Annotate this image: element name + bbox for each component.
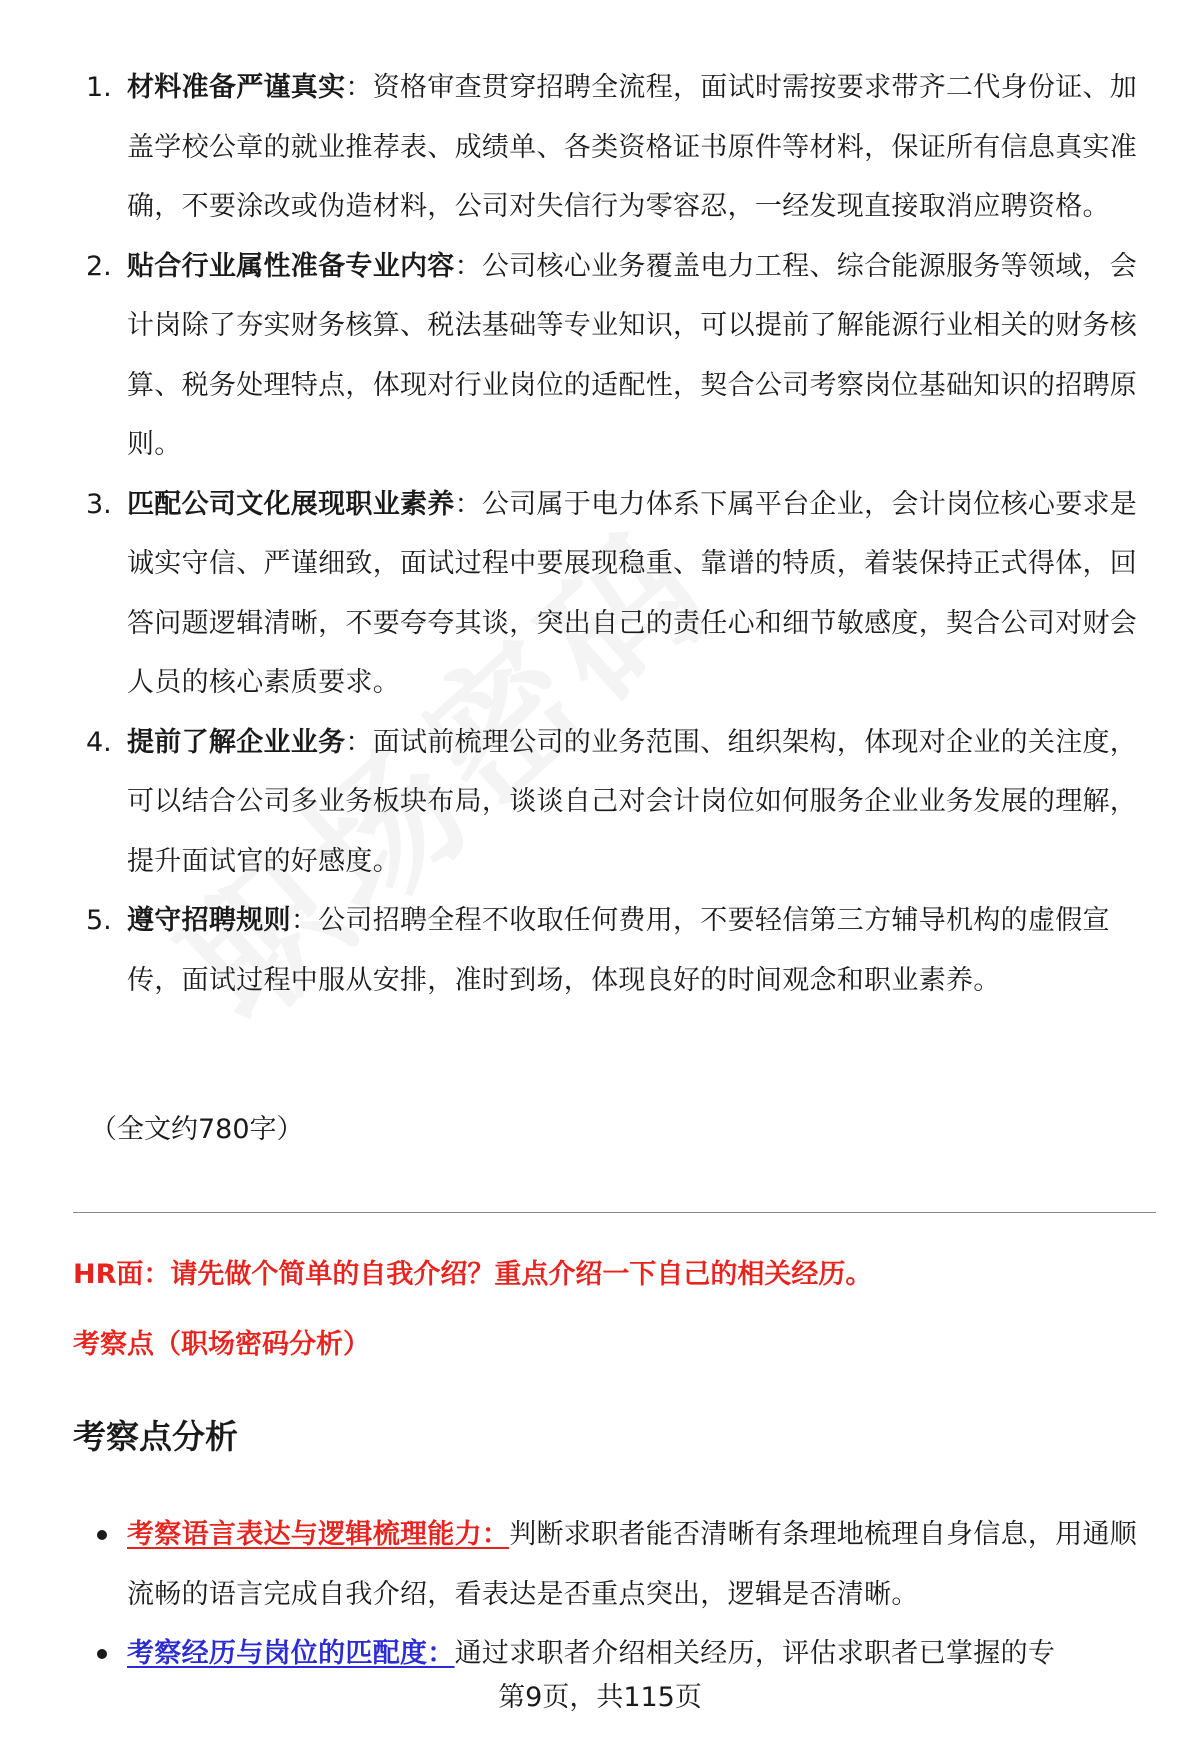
- tip-item: [0, 58, 1200, 237]
- tip-item: [0, 475, 1200, 713]
- exam-point-label: 考察点（职场密码分析）: [73, 1329, 370, 1360]
- tip-text: ：公司核心业务覆盖电力工程、综合能源服务等领域，会计岗除了夯实财务核算、税法基础等专业知识，可以提前了解能源行业相关的财务核算、税务处理特点，体现对行业岗位的适配性，契合公司考察岗位基础知识的招聘原则。: [127, 250, 1138, 460]
- tip-number: 2.: [86, 250, 112, 282]
- point-text: 通过求职者介绍相关经历，评估求职者已掌握的专: [454, 1638, 1056, 1669]
- tip-item: [0, 237, 1200, 475]
- tip-text: ：面试前梳理公司的业务范围、组织架构，体现对企业的关注度，可以结合公司多业务板块布局，谈谈自己对会计岗位如何服务企业业务发展的理解，提升面试官的好感度。: [127, 726, 1138, 877]
- tip-number: 5.: [86, 905, 112, 936]
- point-body: [127, 1624, 1147, 1684]
- point-title-link[interactable]: 考察语言表达与逻辑梳理能力：: [127, 1519, 510, 1550]
- tip-title: 材料准备严谨真实: [127, 72, 346, 103]
- analysis-points-list: [0, 1505, 1200, 1684]
- point-text: 判断求职者能否清晰有条理地梳理自身信息，用通顺流畅的语言完成自我介绍，看表达是否重点突出，逻辑是否清晰。: [127, 1519, 1138, 1610]
- tip-title: 贴合行业属性准备专业内容: [127, 250, 455, 282]
- tip-body: [127, 713, 1147, 892]
- hr-question: HR面：请先做个简单的自我介绍？重点介绍一下自己的相关经历。: [73, 1259, 873, 1290]
- point-title-link[interactable]: 考察经历与岗位的匹配度：: [127, 1638, 455, 1669]
- tip-item: [0, 891, 1200, 1010]
- tip-title: 提前了解企业业务: [127, 726, 346, 758]
- bullet-dot-icon: [97, 1649, 107, 1659]
- tip-item: [0, 713, 1200, 892]
- point-body: [127, 1505, 1147, 1624]
- tip-number: 4.: [86, 726, 112, 758]
- section-divider: [73, 1212, 1156, 1213]
- word-count: （全文约780字）: [90, 1114, 304, 1145]
- tip-body: [127, 475, 1147, 713]
- tip-text: ：公司属于电力体系下属平台企业，会计岗位核心要求是诚实守信、严谨细致，面试过程中要展现稳重、靠谱的特质，着装保持正式得体，回答问题逻辑清晰，不要夸夸其谈，突出自己的责任心和细节敏感度，契合公司对财会人员的核心素质要求。: [127, 488, 1138, 698]
- tip-body: [127, 237, 1147, 475]
- section-heading: 考察点分析: [73, 1417, 238, 1456]
- page-footer: 第9页，共115页: [498, 1682, 702, 1713]
- tip-text: ：公司招聘全程不收取任何费用，不要轻信第三方辅导机构的虚假宣传，面试过程中服从安排，准时到场，体现良好的时间观念和职业素养。: [127, 905, 1110, 996]
- tip-body: [127, 891, 1147, 1010]
- tip-title: 遵守招聘规则: [127, 905, 291, 936]
- tip-body: [127, 58, 1147, 237]
- tip-text: ：资格审查贯穿招聘全流程，面试时需按要求带齐二代身份证、加盖学校公章的就业推荐表、成绩单、各类资格证书原件等材料，保证所有信息真实准确，不要涂改或伪造材料，公司对失信行为零容忍，一经发现直接取消应聘资格。: [127, 72, 1138, 222]
- tip-number: 1.: [86, 72, 112, 103]
- analysis-point: [0, 1505, 1200, 1624]
- tips-list: [0, 58, 1200, 1010]
- analysis-point: [0, 1624, 1200, 1684]
- tip-number: 3.: [86, 488, 112, 520]
- bullet-dot-icon: [97, 1530, 107, 1540]
- tip-title: 匹配公司文化展现职业素养: [127, 488, 455, 520]
